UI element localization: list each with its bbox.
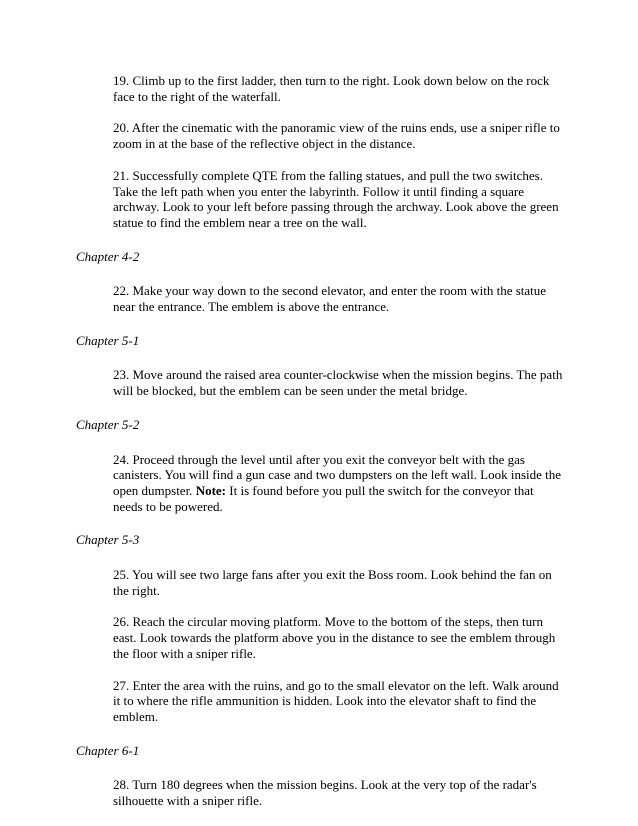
chapter-heading-5-2: Chapter 5-2: [76, 416, 140, 432]
chapter-heading-5-3: Chapter 5-3: [76, 532, 140, 548]
step-24-text-a: 24. Proceed through the level until after you exit the conveyor belt with the gas canisters. You will find a gun case and two dumpsters on the left wall. Look inside the open dumpster.: [113, 451, 562, 498]
chapter-heading-5-1: Chapter 5-1: [76, 332, 140, 348]
walkthrough-step-23: 23. Move around the raised area counter-clockwise when the mission begins. The path will be blocked, but the emblem can be seen under the metal bridge.: [113, 367, 563, 399]
walkthrough-step-21: 21. Successfully complete QTE from the falling statues, and pull the two switches. Take the left path when you enter the labyrinth. Follow it until finding a square archway. Look to your left before passing through the archway. Look above the green statue to find the emblem near a tree on the wall.: [113, 167, 559, 230]
walkthrough-step-28: 28. Turn 180 degrees when the mission begins. Look at the very top of the radar's silhouette with a sniper rifle.: [113, 777, 537, 809]
walkthrough-step-24: [113, 452, 565, 515]
step-24-text-b: It is found before you pull the switch for the conveyor that needs to be powered.: [113, 482, 534, 514]
walkthrough-step-20: 20. After the cinematic with the panoramic view of the ruins ends, use a sniper rifle to zoom in at the base of the reflective object in the distance.: [113, 120, 560, 152]
walkthrough-step-22: 22. Make your way down to the second elevator, and enter the room with the statue near the entrance. The emblem is above the entrance.: [113, 283, 547, 315]
chapter-heading-6-1: Chapter 6-1: [76, 742, 140, 758]
chapter-heading-4-2: Chapter 4-2: [76, 248, 140, 264]
step-24-note-label: Note:: [195, 482, 227, 498]
walkthrough-step-25: 25. You will see two large fans after you exit the Boss room. Look behind the fan on the right.: [113, 567, 552, 598]
walkthrough-step-26: 26. Reach the circular moving platform. Move to the bottom of the steps, then turn east. Look towards the platform above you in the distance to see the emblem through the floor with a sniper rifle.: [113, 614, 556, 661]
walkthrough-step-19: 19. Climb up to the first ladder, then turn to the right. Look down below on the rock face to the right of the waterfall.: [113, 73, 550, 104]
walkthrough-step-27: 27. Enter the area with the ruins, and go to the small elevator on the left. Walk around it to where the rifle ammunition is hidden. Look into the elevator shaft to find the emblem.: [113, 677, 559, 724]
